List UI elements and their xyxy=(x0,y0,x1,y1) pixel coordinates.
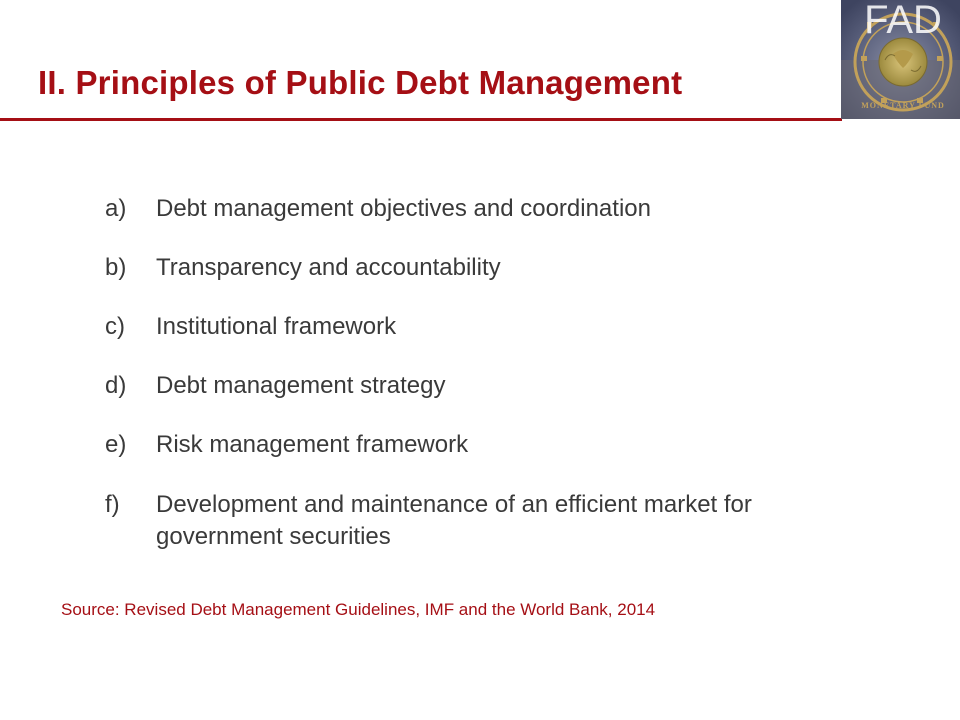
list-marker: d) xyxy=(105,372,127,399)
imf-seal-icon xyxy=(841,0,960,119)
list-item-text: Transparency and accountability xyxy=(156,254,501,281)
title-divider xyxy=(0,118,842,121)
list-marker: a) xyxy=(105,195,127,222)
logo-text: FAD xyxy=(864,0,942,42)
svg-text:MONETARY FUND: MONETARY FUND xyxy=(861,101,945,110)
slide-title: II. Principles of Public Debt Management xyxy=(38,64,683,101)
source-note: Source: Revised Debt Management Guidelines, IMF and the World Bank, 2014 xyxy=(61,600,656,619)
list-marker: f) xyxy=(105,491,120,518)
list-item-text: Development and maintenance of an efficient market for government securities xyxy=(156,491,752,550)
list-marker: c) xyxy=(105,313,125,340)
list-marker: e) xyxy=(105,431,127,458)
list-marker: b) xyxy=(105,254,127,281)
list-item-text: Debt management objectives and coordination xyxy=(156,195,651,222)
list-item-text: Institutional framework xyxy=(156,313,397,340)
list-item-text: Debt management strategy xyxy=(156,372,446,399)
list-item-text: Risk management framework xyxy=(156,431,469,458)
